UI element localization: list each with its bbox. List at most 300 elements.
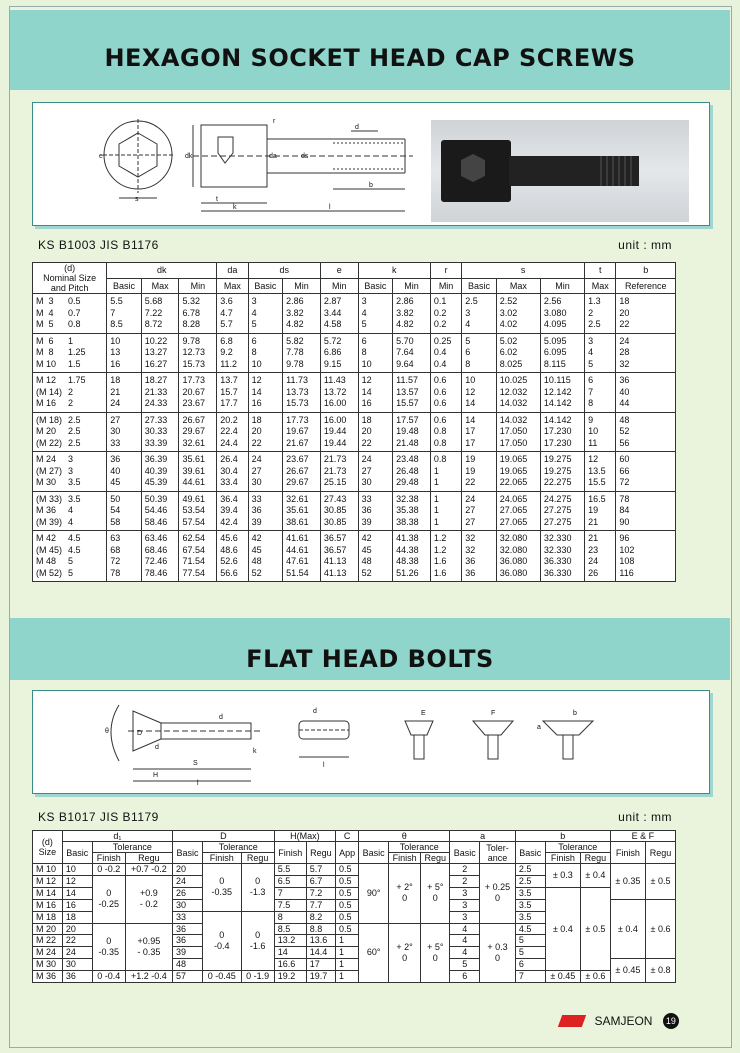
sub-app: App xyxy=(336,842,359,864)
cell-D-basic: 36 xyxy=(173,923,203,935)
sub-regu: Regu xyxy=(646,842,676,864)
cell-ef-finish: ± 0.4 xyxy=(610,899,645,959)
cell-C-app: 1 xyxy=(336,947,359,959)
sub-tolerance: Tolerance xyxy=(202,842,274,853)
cell-da-max: 13.7 15.7 17.7 xyxy=(217,373,248,413)
cell-C-app: 0.5 xyxy=(336,887,359,899)
fig-label-dk: dk xyxy=(185,153,193,160)
cell-D-basic: 48 xyxy=(173,959,203,971)
sub-max: Max xyxy=(496,278,540,294)
cell-a-basic: 4 xyxy=(450,935,480,947)
cell-b-basic: 3.5 xyxy=(515,911,545,923)
cell-da-max: 26.4 30.4 33.4 xyxy=(217,452,248,492)
size-value: M 14 xyxy=(33,887,63,899)
standard-label-1: KS B1003 JIS B1176 xyxy=(38,238,159,252)
cell-da-max: 36.4 39.4 42.4 xyxy=(217,491,248,531)
cell-b-ref: 60 66 72 xyxy=(616,452,676,492)
cell-H-finish: 5.5 xyxy=(274,864,306,876)
fig-label-b: b xyxy=(369,182,373,189)
cell-a-basic: 6 xyxy=(450,971,480,983)
cell-theta-regu: + 5° 0 xyxy=(421,864,450,924)
col-b2: b xyxy=(515,831,610,842)
cell-s-max: 10.025 12.032 14.032 xyxy=(496,373,540,413)
brand-name: SAMJEON xyxy=(594,1013,653,1028)
cell-d1-basic: 36 xyxy=(62,971,92,983)
size-value: M 16 xyxy=(33,899,63,911)
cell-b-basic: 5 xyxy=(515,935,545,947)
cell-H-regu: 19.7 xyxy=(306,971,335,983)
cell-C-app: 0.5 xyxy=(336,923,359,935)
cell-k-basic: 33 36 39 xyxy=(358,491,393,531)
flat-head-rows xyxy=(33,864,676,983)
cell-d1-basic: 18 xyxy=(62,911,92,923)
cell-r-min: 0.6 0.6 0.6 xyxy=(430,373,461,413)
cell-H-finish: 16.6 xyxy=(274,959,306,971)
cell-D-basic: 36 xyxy=(173,935,203,947)
col-size xyxy=(33,831,63,864)
cell-D-tol-finish: 0 -0.45 xyxy=(202,971,241,983)
cell-r-min: 1 1 1 xyxy=(430,491,461,531)
pitch-value: 0.5 0.7 0.8 xyxy=(68,296,81,329)
cell-C-app: 0.5 xyxy=(336,911,359,923)
sub-min: Min xyxy=(320,278,358,294)
svg-text:S: S xyxy=(193,760,198,767)
table-row xyxy=(33,412,676,452)
cell-theta-regu: + 5° 0 xyxy=(421,923,450,983)
sub-finish: Finish xyxy=(389,853,421,864)
cell-ds-basic: 42 45 48 52 xyxy=(248,531,283,582)
cell-d1-basic: 30 xyxy=(62,959,92,971)
cell-s-basic: 10 12 14 xyxy=(462,373,497,413)
cell-d1-basic: 16 xyxy=(62,899,92,911)
cell-dk-min: 9.78 12.73 15.73 xyxy=(179,333,217,373)
cell-k-min: 5.70 7.64 9.64 xyxy=(393,333,431,373)
cell-theta-finish: + 2° 0 xyxy=(389,864,421,924)
table-row xyxy=(33,971,676,983)
cell-s-min: 19.275 19.275 22.275 xyxy=(540,452,584,492)
flat-head-drawing xyxy=(33,691,709,793)
cell-H-regu: 7.2 xyxy=(306,887,335,899)
size-value: (M 18) M 20 (M 22) xyxy=(36,414,63,448)
size-pitch-cell xyxy=(33,373,107,413)
cell-k-min: 41.38 44.38 48.38 51.26 xyxy=(393,531,431,582)
cell-k-min: 32.38 35.38 38.38 xyxy=(393,491,431,531)
cell-H-finish: 7.5 xyxy=(274,899,306,911)
d-label: (d) xyxy=(64,263,76,273)
cell-H-finish: 14 xyxy=(274,947,306,959)
pitch-value: 3.5 4 4 xyxy=(68,493,81,527)
size-value: M 6 M 8 M 10 xyxy=(36,335,57,369)
cell-dk-max: 18.27 21.33 24.33 xyxy=(141,373,179,413)
cell-ef-finish: ± 0.35 xyxy=(610,864,645,900)
cell-e-min: 27.43 30.85 30.85 xyxy=(320,491,358,531)
cell-dk-basic: 10 13 16 xyxy=(107,333,142,373)
cell-H-regu: 7.7 xyxy=(306,899,335,911)
cell-H-finish: 13.2 xyxy=(274,935,306,947)
cell-dk-max: 36.39 40.39 45.39 xyxy=(141,452,179,492)
cell-dk-basic: 50 54 58 xyxy=(107,491,142,531)
cell-b-basic: 3.5 xyxy=(515,899,545,911)
cell-dk-max: 63.46 68.46 72.46 78.46 xyxy=(141,531,179,582)
svg-text:l: l xyxy=(323,762,325,769)
fig-label-da: da xyxy=(269,153,277,160)
sub-finish: Finish xyxy=(274,842,306,864)
cell-D-tol-regu: 0 -1.6 xyxy=(241,911,274,971)
cell-H-finish: 8.5 xyxy=(274,923,306,935)
cell-t-max: 1.3 2 2.5 xyxy=(585,294,616,334)
cell-D-tol-finish: 0 -0.35 xyxy=(202,864,241,912)
cell-a-basic: 4 xyxy=(450,947,480,959)
sub-regu: Regu xyxy=(241,853,274,864)
cell-a-basic: 3 xyxy=(450,911,480,923)
col-theta: θ xyxy=(359,831,450,842)
cell-t-max: 3 4 5 xyxy=(585,333,616,373)
cell-t-max: 6 7 8 xyxy=(585,373,616,413)
cell-ds-basic: 24 27 30 xyxy=(248,452,283,492)
cell-b-ref: 18 20 22 xyxy=(616,294,676,334)
svg-text:l: l xyxy=(197,780,199,787)
table-row xyxy=(33,864,676,876)
cell-b-tol-finish: ± 0.3 xyxy=(545,864,580,888)
socket-screw-rows xyxy=(33,294,676,582)
size-value: M 18 xyxy=(33,911,63,923)
sub-basic: Basic xyxy=(358,278,393,294)
cell-d1-basic: 10 xyxy=(62,864,92,876)
cell-d1-tol-finish: 0 -0.25 xyxy=(92,875,125,923)
size-value: M 12 xyxy=(33,875,63,887)
cell-s-min: 5.095 6.095 8.115 xyxy=(540,333,584,373)
cell-H-regu: 8.8 xyxy=(306,923,335,935)
sub-basic: Basic xyxy=(515,842,545,864)
cell-a-basic: 3 xyxy=(450,899,480,911)
cell-d1-basic: 24 xyxy=(62,947,92,959)
section-title-socket: HEXAGON SOCKET HEAD CAP SCREWS xyxy=(104,44,636,72)
flat-head-table xyxy=(32,830,676,983)
cell-D-basic: 24 xyxy=(173,875,203,887)
cell-k-basic: 12 14 16 xyxy=(358,373,393,413)
col-dk: dk xyxy=(107,263,217,279)
svg-text:d: d xyxy=(155,744,159,751)
cell-D-basic: 30 xyxy=(173,899,203,911)
col-H: H(Max) xyxy=(274,831,335,842)
cell-ds-min: 32.61 35.61 38.61 xyxy=(283,491,321,531)
cell-C-app: 1 xyxy=(336,971,359,983)
cell-b-basic: 5 xyxy=(515,947,545,959)
sub-tolerance: Tolerance xyxy=(545,842,610,853)
cell-e-min: 36.57 36.57 41.13 41.13 xyxy=(320,531,358,582)
cell-b-basic: 2.5 xyxy=(515,864,545,876)
pitch-value: 1.75 2 2 xyxy=(68,375,86,408)
table-row xyxy=(33,294,676,334)
cell-ds-basic: 12 14 16 xyxy=(248,373,283,413)
svg-text:θ: θ xyxy=(105,728,109,735)
cell-ds-basic: 3 4 5 xyxy=(248,294,283,334)
cell-b-ref: 36 40 44 xyxy=(616,373,676,413)
d-sublabel: Nominal Size and Pitch xyxy=(43,273,97,293)
cell-s-basic: 5 6 8 xyxy=(462,333,497,373)
cell-dk-basic: 5.5 7 8.5 xyxy=(107,294,142,334)
size-pitch-cell xyxy=(33,294,107,334)
col-ef: E & F xyxy=(610,831,675,842)
cell-r-min: 0.8 1 1 xyxy=(430,452,461,492)
pitch-value: 3 3 3.5 xyxy=(68,454,81,487)
cell-s-max: 5.02 6.02 8.025 xyxy=(496,333,540,373)
col-a: a xyxy=(450,831,515,842)
cell-da-max: 20.2 22.4 24.4 xyxy=(217,412,248,452)
footer-brand xyxy=(560,1012,730,1032)
cell-b-basic: 3.5 xyxy=(515,887,545,899)
cell-da-max: 45.6 48.6 52.6 56.6 xyxy=(217,531,248,582)
col-b: b xyxy=(616,263,676,279)
svg-text:D: D xyxy=(137,730,143,737)
cell-s-max: 2.52 3.02 4.02 xyxy=(496,294,540,334)
cell-H-regu: 5.7 xyxy=(306,864,335,876)
cell-d1-tol-finish: 0 -0.2 xyxy=(92,864,125,876)
svg-text:b: b xyxy=(573,710,577,717)
cell-e-min: 11.43 13.72 16.00 xyxy=(320,373,358,413)
svg-text:H: H xyxy=(153,772,159,779)
cell-dk-max: 50.39 54.46 58.46 xyxy=(141,491,179,531)
sub-regu: Regu xyxy=(421,853,450,864)
cell-t-max: 9 10 11 xyxy=(585,412,616,452)
cell-dk-basic: 63 68 72 78 xyxy=(107,531,142,582)
cell-ds-basic: 33 36 39 xyxy=(248,491,283,531)
sub-tolerance: Tolerance xyxy=(389,842,450,853)
cell-C-app: 0.5 xyxy=(336,899,359,911)
cell-k-min: 11.57 13.57 15.57 xyxy=(393,373,431,413)
svg-text:E: E xyxy=(421,710,426,717)
cell-H-regu: 17 xyxy=(306,959,335,971)
sub-max: Max xyxy=(141,278,179,294)
cell-b-basic: 2.5 xyxy=(515,875,545,887)
cell-k-basic: 42 45 48 52 xyxy=(358,531,393,582)
cell-s-basic: 24 27 27 xyxy=(462,491,497,531)
cell-d1-basic: 22 xyxy=(62,935,92,947)
cell-ds-min: 17.73 19.67 21.67 xyxy=(283,412,321,452)
sub-finish: Finish xyxy=(92,853,125,864)
cell-s-basic: 32 32 36 36 xyxy=(462,531,497,582)
fig-label-ds: ds xyxy=(301,153,309,160)
unit-label-1: unit : mm xyxy=(618,238,672,252)
cell-b-ref: 48 52 56 xyxy=(616,412,676,452)
cell-b-tol-finish: ± 0.4 xyxy=(545,887,580,970)
cell-H-regu: 13.6 xyxy=(306,935,335,947)
standard-label-2: KS B1017 JIS B1179 xyxy=(38,810,159,824)
cell-dk-max: 10.22 13.27 16.27 xyxy=(141,333,179,373)
cell-H-regu: 8.2 xyxy=(306,911,335,923)
cell-D-tol-finish: 0 -0.4 xyxy=(202,911,241,971)
cell-a-basic: 2 xyxy=(450,875,480,887)
cell-ds-min: 2.86 3.82 4.82 xyxy=(283,294,321,334)
table-row xyxy=(33,373,676,413)
sub-regu: Regu xyxy=(580,853,610,864)
col-e: e xyxy=(320,263,358,279)
cell-H-regu: 6.7 xyxy=(306,875,335,887)
cell-b-basic: 7 xyxy=(515,971,545,983)
size-pitch-cell xyxy=(33,491,107,531)
cell-D-tol-regu: 0 -1.3 xyxy=(241,864,274,912)
size-value: M 20 xyxy=(33,923,63,935)
pitch-value: 2.5 2.5 2.5 xyxy=(68,414,81,448)
cell-D-basic: 33 xyxy=(173,911,203,923)
size-d-label: (d) xyxy=(41,837,53,847)
cell-ds-min: 41.61 44.61 47.61 51.54 xyxy=(283,531,321,582)
cell-r-min: 0.1 0.2 0.2 xyxy=(430,294,461,334)
table-row xyxy=(33,531,676,582)
cell-r-min: 1.2 1.2 1.6 1.6 xyxy=(430,531,461,582)
sub-regu: Regu xyxy=(125,853,172,864)
cell-r-min: 0.25 0.4 0.4 xyxy=(430,333,461,373)
sub-basic: Basic xyxy=(107,278,142,294)
sub-tolerance-a: Toler- ance xyxy=(480,842,516,864)
cell-D-basic: 26 xyxy=(173,887,203,899)
size-value: M 12 (M 14) M 16 xyxy=(36,375,63,408)
cell-dk-min: 26.67 29.67 32.61 xyxy=(179,412,217,452)
cell-s-basic: 19 19 22 xyxy=(462,452,497,492)
cell-d1-tol-finish: 0 -0.35 xyxy=(92,923,125,971)
cell-dk-min: 17.73 20.67 23.67 xyxy=(179,373,217,413)
sub-basic: Basic xyxy=(62,842,92,864)
cell-k-basic: 3 4 5 xyxy=(358,294,393,334)
cell-C-app: 1 xyxy=(336,959,359,971)
size-pitch-cell xyxy=(33,333,107,373)
table-row xyxy=(33,491,676,531)
cell-t-max: 12 13.5 15.5 xyxy=(585,452,616,492)
cell-a-basic: 4 xyxy=(450,923,480,935)
cell-ds-min: 5.82 7.78 9.78 xyxy=(283,333,321,373)
cell-theta-basic: 90° xyxy=(359,864,389,924)
figure-socket-screw xyxy=(32,102,710,226)
table-row xyxy=(33,452,676,492)
sub-min: Min xyxy=(540,278,584,294)
cell-d1-tol-finish: 0 -0.4 xyxy=(92,971,125,983)
size-label: Size xyxy=(38,847,57,857)
cell-dk-max: 27.33 30.33 33.39 xyxy=(141,412,179,452)
fig-label-e: e xyxy=(99,153,103,160)
cell-H-finish: 6.5 xyxy=(274,875,306,887)
cell-dk-basic: 18 21 24 xyxy=(107,373,142,413)
cell-D-basic: 57 xyxy=(173,971,203,983)
cell-a-tol: + 0.25 0 xyxy=(480,864,516,924)
sub-min: Min xyxy=(283,278,321,294)
size-value: M 10 xyxy=(33,864,63,876)
cell-b-basic: 4.5 xyxy=(515,923,545,935)
cell-da-max: 3.6 4.7 5.7 xyxy=(217,294,248,334)
size-value: M 24 (M 27) M 30 xyxy=(36,454,63,487)
fig-label-r: r xyxy=(273,118,276,125)
sub-basic: Basic xyxy=(173,842,203,864)
cell-H-finish: 8 xyxy=(274,911,306,923)
sub-max: Max xyxy=(217,278,248,294)
size-value: M 22 xyxy=(33,935,63,947)
cell-k-min: 23.48 26.48 29.48 xyxy=(393,452,431,492)
cell-ds-min: 11.73 13.73 15.73 xyxy=(283,373,321,413)
size-value: (M 33) M 36 (M 39) xyxy=(36,493,63,527)
cell-k-basic: 18 20 22 xyxy=(358,412,393,452)
cell-a-basic: 5 xyxy=(450,959,480,971)
size-value: M 3 M 4 M 5 xyxy=(36,296,54,329)
cell-a-basic: 2 xyxy=(450,864,480,876)
cell-C-app: 0.5 xyxy=(336,864,359,876)
cell-b-tol-finish: ± 0.45 xyxy=(545,971,580,983)
cell-s-min: 14.142 17.230 17.230 xyxy=(540,412,584,452)
cell-theta-finish: + 2° 0 xyxy=(389,923,421,983)
cell-b-ref: 24 28 32 xyxy=(616,333,676,373)
cell-b-tol-regu: ± 0.5 xyxy=(580,887,610,970)
col-D: D xyxy=(173,831,275,842)
cell-d1-basic: 14 xyxy=(62,887,92,899)
fig-label-d: d xyxy=(355,124,359,131)
cell-s-min: 2.56 3.080 4.095 xyxy=(540,294,584,334)
cell-ds-min: 23.67 26.67 29.67 xyxy=(283,452,321,492)
col-da: da xyxy=(217,263,248,279)
sub-basic: Basic xyxy=(450,842,480,864)
cell-ds-basic: 6 8 10 xyxy=(248,333,283,373)
cell-ef-regu: ± 0.6 xyxy=(646,899,676,959)
col-r: r xyxy=(430,263,461,279)
cell-D-tol-regu: 0 -1.9 xyxy=(241,971,274,983)
socket-screw-table xyxy=(32,262,676,582)
cell-e-min: 5.72 6.86 9.15 xyxy=(320,333,358,373)
col-k: k xyxy=(358,263,430,279)
cell-s-basic: 2.5 3 4 xyxy=(462,294,497,334)
cell-H-finish: 7 xyxy=(274,887,306,899)
col-d1: d₁ xyxy=(62,831,172,842)
sub-min: Min xyxy=(179,278,217,294)
cell-e-min: 21.73 21.73 25.15 xyxy=(320,452,358,492)
cell-b-tol-regu: ± 0.4 xyxy=(580,864,610,888)
cell-dk-basic: 27 30 33 xyxy=(107,412,142,452)
cell-s-max: 32.080 32.080 36.080 36.080 xyxy=(496,531,540,582)
cell-s-min: 10.115 12.142 14.142 xyxy=(540,373,584,413)
socket-screw-drawing xyxy=(33,103,413,225)
pitch-value: 4.5 4.5 5 5 xyxy=(68,533,81,578)
cell-D-basic: 20 xyxy=(173,864,203,876)
cell-d1-tol-regu: +1.2 -0.4 xyxy=(125,971,172,983)
screw-photo xyxy=(431,120,689,222)
svg-text:k: k xyxy=(253,748,257,755)
size-value: M 24 xyxy=(33,947,63,959)
size-pitch-cell xyxy=(33,531,107,582)
col-s: s xyxy=(462,263,585,279)
fig-label-t: t xyxy=(216,196,218,203)
pitch-value: 1 1.25 1.5 xyxy=(68,335,86,369)
size-pitch-cell xyxy=(33,452,107,492)
svg-text:a: a xyxy=(537,724,541,731)
cell-k-min: 17.57 19.48 21.48 xyxy=(393,412,431,452)
size-value: M 36 xyxy=(33,971,63,983)
cell-b-tol-regu: ± 0.6 xyxy=(580,971,610,983)
cell-k-basic: 24 27 30 xyxy=(358,452,393,492)
cell-dk-max: 5.68 7.22 8.72 xyxy=(141,294,179,334)
page-number: 19 xyxy=(663,1013,679,1029)
cell-t-max: 21 23 24 26 xyxy=(585,531,616,582)
cell-k-basic: 6 8 10 xyxy=(358,333,393,373)
cell-s-max: 14.032 17.050 17.050 xyxy=(496,412,540,452)
cell-dk-min: 62.54 67.54 71.54 77.54 xyxy=(179,531,217,582)
sub-basic: Basic xyxy=(462,278,497,294)
fig-label-k: k xyxy=(233,204,237,211)
sub-max: Max xyxy=(585,278,616,294)
cell-k-min: 2.86 3.82 4.82 xyxy=(393,294,431,334)
cell-a-basic: 3 xyxy=(450,887,480,899)
svg-text:d: d xyxy=(219,714,223,721)
sub-finish: Finish xyxy=(545,853,580,864)
sub-finish: Finish xyxy=(202,853,241,864)
sub-regu: Regu xyxy=(306,842,335,864)
samjeon-logo-icon xyxy=(558,1015,586,1027)
cell-b-ref: 78 84 90 xyxy=(616,491,676,531)
